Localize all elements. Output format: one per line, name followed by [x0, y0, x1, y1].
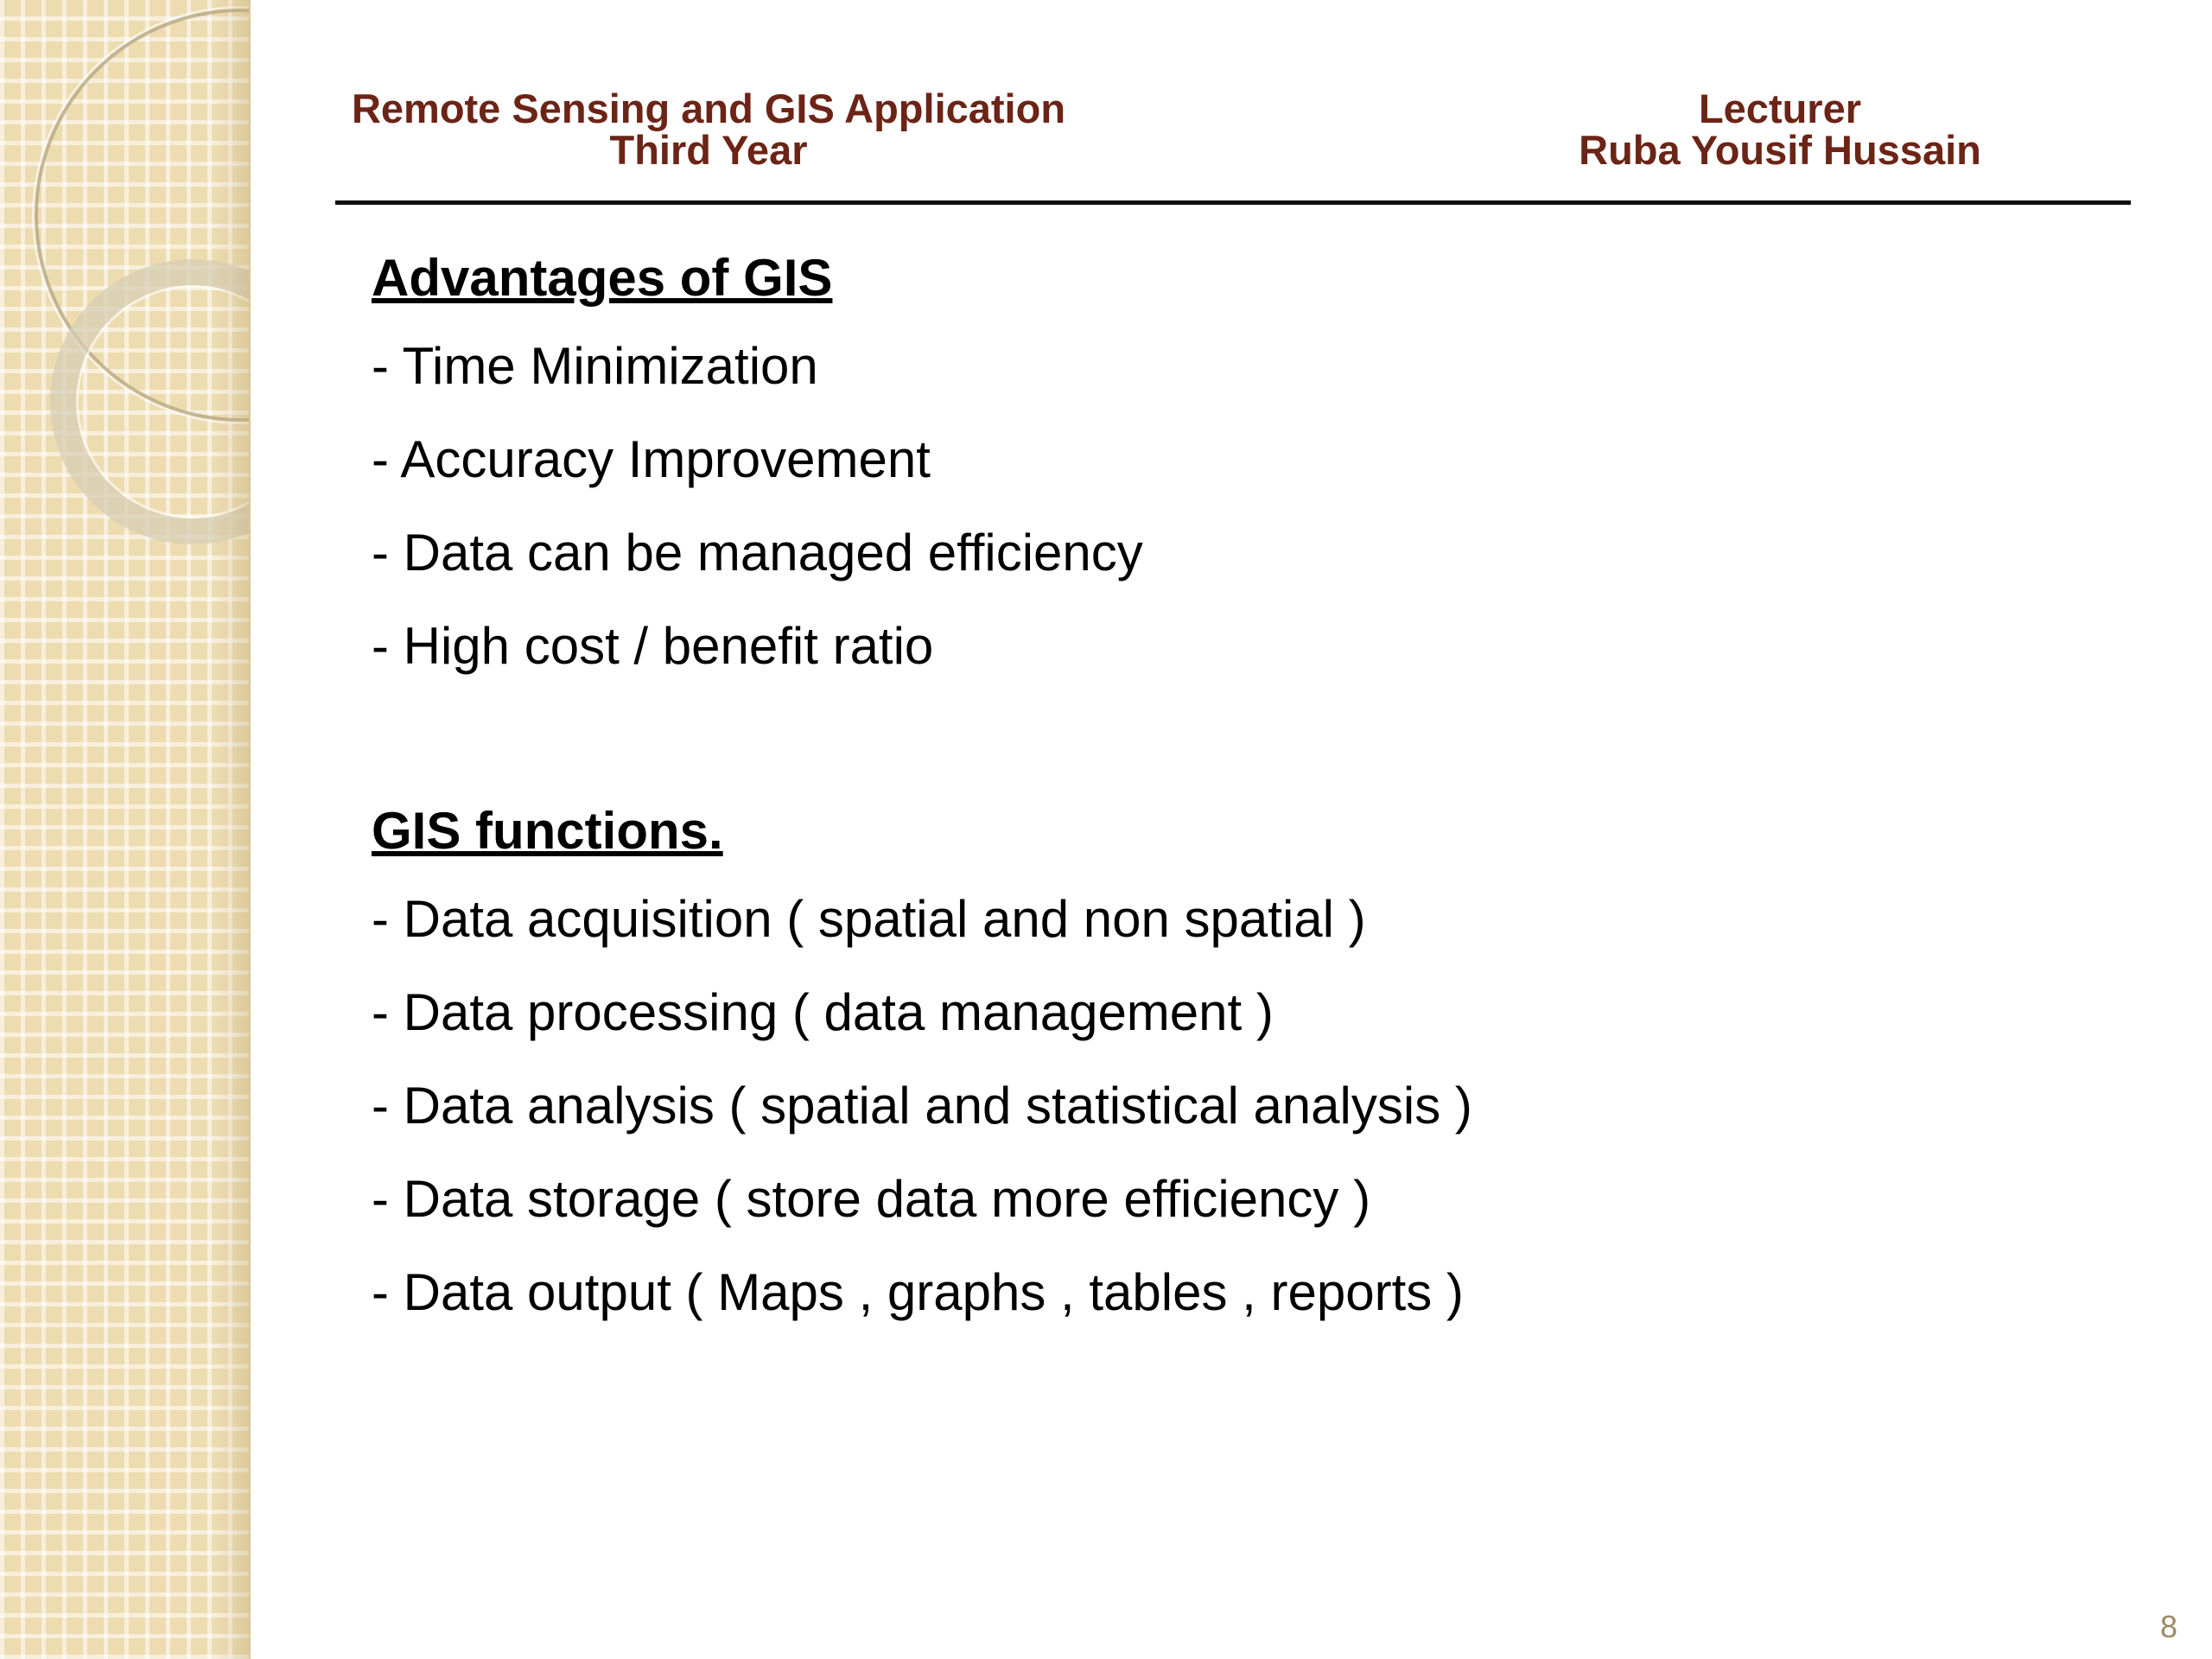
page-number: 8 — [2159, 1609, 2177, 1644]
header-divider — [335, 200, 2131, 205]
function-item: - Data storage ( store data more efficiency ) — [372, 1170, 1371, 1228]
slide-header-lecturer — [1547, 88, 2013, 171]
functions-heading: GIS functions. — [372, 802, 723, 860]
advantage-item: - Time Minimization — [372, 337, 818, 395]
advantages-heading: Advantages of GIS — [372, 249, 833, 307]
slide-header-course — [337, 88, 1080, 171]
decorative-sidebar — [0, 0, 251, 1659]
function-item: - Data processing ( data management ) — [372, 983, 1274, 1041]
section-spacer — [372, 693, 2100, 790]
slide-content — [372, 237, 2100, 1339]
sidebar-shade — [214, 0, 249, 1659]
course-year: Third Year — [609, 127, 808, 173]
advantage-item: - Accuracy Improvement — [372, 430, 931, 488]
advantage-item: - High cost / benefit ratio — [372, 617, 934, 675]
function-item: - Data output ( Maps , graphs , tables , reports ) — [372, 1263, 1464, 1321]
lecturer-name: Ruba Yousif Hussain — [1579, 127, 1981, 173]
function-item: - Data analysis ( spatial and statistical analysis ) — [372, 1077, 1472, 1135]
course-title: Remote Sensing and GIS Application — [351, 86, 1066, 131]
function-item: - Data acquisition ( spatial and non spatial ) — [372, 890, 1366, 948]
advantage-item: - Data can be managed efficiency — [372, 524, 1143, 582]
lecturer-label: Lecturer — [1698, 86, 1862, 131]
